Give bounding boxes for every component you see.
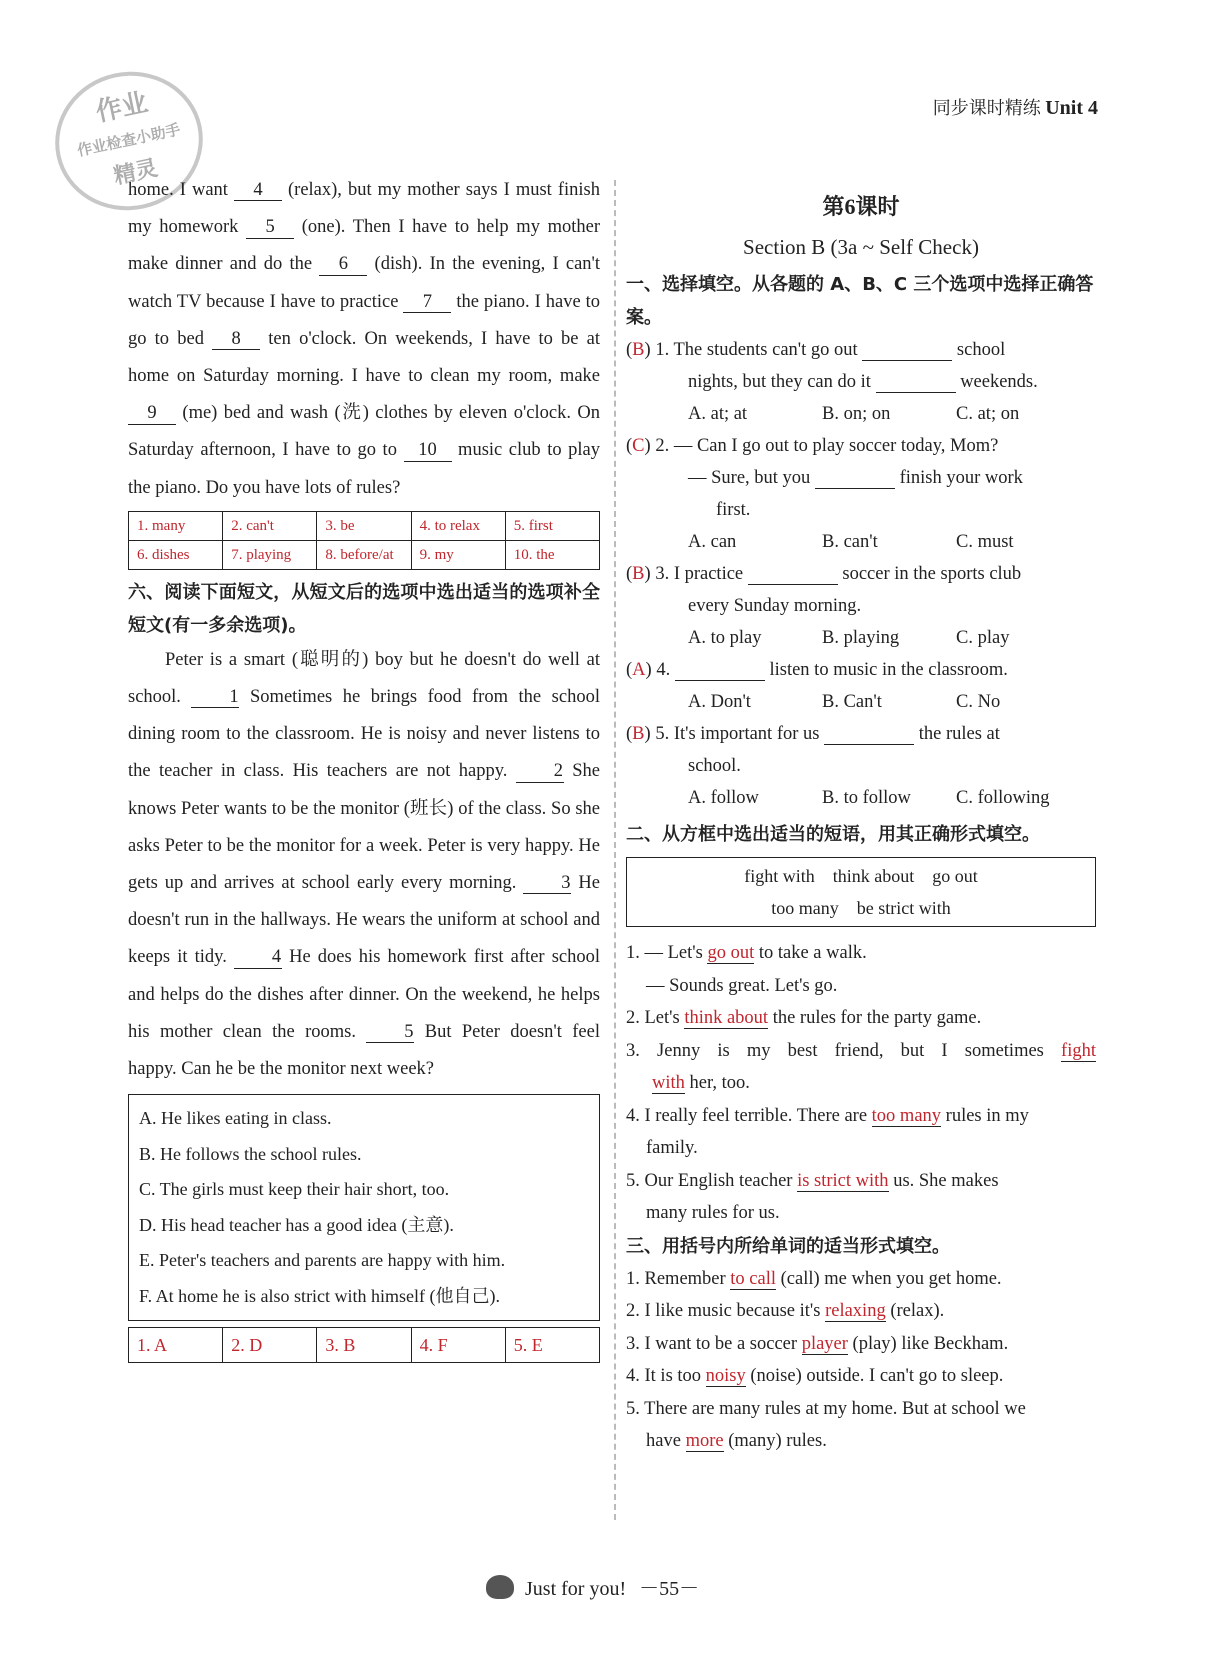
mc-option: C. must: [956, 532, 1014, 552]
section6-title: 六、阅读下面短文，从短文后的选项中选出适当的选项补全短文(有一多余选项)。: [128, 581, 600, 636]
blank-number: 10: [404, 440, 452, 461]
mc-answer: (C): [626, 436, 656, 456]
mc-option: C. following: [956, 788, 1050, 808]
fill-q3-cont: with her, too.: [652, 1073, 750, 1093]
mc-option: B. playing: [822, 628, 900, 648]
blank-number: 7: [403, 292, 451, 313]
blank-number: 4: [234, 947, 282, 968]
blank-number: 5: [246, 217, 294, 238]
answer-cell: 3. B: [317, 1328, 411, 1363]
mc-question: (C) 2. — Can I go out to play soccer today, Mom? — Sure, but you finish your work first. A. can B. can't C. must: [626, 430, 1096, 558]
mc-answer: (B): [626, 564, 656, 584]
blank-number: 6: [319, 254, 367, 275]
answer-grid-passage: [128, 511, 600, 570]
phrases-row2: too many be strict with: [771, 898, 951, 918]
answer-cell: 4. to relax: [411, 511, 505, 540]
mc-answer: (B): [626, 340, 656, 360]
page-footer: [486, 1572, 699, 1601]
mc-option: B. to follow: [822, 788, 911, 808]
part2-title: 二、从方框中选出适当的短语，用其正确形式填空。: [626, 824, 1040, 845]
answer-row: [129, 540, 600, 569]
answer-cell: 3. be: [317, 511, 411, 540]
option-item: A. He likes eating in class.: [139, 1108, 332, 1129]
mc-option: C. play: [956, 628, 1010, 648]
fill-q1-reply: — Sounds great. Let's go.: [646, 975, 838, 996]
blank-number: 1: [191, 687, 239, 708]
phrase-box: [626, 857, 1096, 927]
right-column: [626, 190, 1096, 1458]
mc-question: (B) 1. The students can't go out school nights, but they can do it weekends. A. at; at B. on; on C. at; on: [626, 334, 1096, 430]
answer-row: [129, 511, 600, 540]
word-form-list: 1. Remember to call (call) me when you get home. 2. I like music because it's relaxing (relax). 3. I want to be a soccer player (play) like Beckham. 4. It is too noisy (noise) outside. I can't go to sleep. 5. There are many rules at my home. But at school we have more (many) rules.: [626, 1263, 1096, 1458]
answer-grid-reading: [128, 1327, 600, 1363]
mc-question: (B) 5. It's important for us the rules at school. A. follow B. to follow C. following: [626, 718, 1096, 814]
answer-cell: 2. D: [223, 1328, 317, 1363]
option-item: D. His head teacher has a good idea (主意).: [139, 1214, 454, 1235]
mc-answer: (B): [626, 724, 656, 744]
multiple-choice-list: [626, 334, 1096, 814]
mc-answer: (A): [626, 660, 657, 680]
mc-option: A. can: [688, 532, 737, 552]
phrases-row1: fight with think about go out: [744, 866, 978, 886]
mc-question: (B) 3. I practice soccer in the sports club every Sunday morning. A. to play B. playing C. play: [626, 558, 1096, 654]
answer-cell: 8. before/at: [317, 540, 411, 569]
footer-text: Just for you!: [525, 1578, 627, 1600]
word-form-item: 1. Remember to call (call) me when you get home.: [626, 1268, 1002, 1289]
answer-row: [129, 1328, 600, 1363]
answer-cell: 9. my: [411, 540, 505, 569]
word-form-item: 3. I want to be a soccer player (play) like Beckham.: [626, 1333, 1009, 1354]
fill-q2: 2. Let's think about the rules for the party game.: [626, 1008, 982, 1028]
page-header: [933, 94, 1098, 120]
fill-q4-cont: family.: [646, 1138, 698, 1158]
stamp-line3: 精灵: [111, 155, 160, 189]
blank-number: 9: [128, 403, 176, 424]
options-box: [128, 1094, 600, 1321]
stamp-line2: 作业检查小助手: [75, 122, 183, 160]
mc-option: C. at; on: [956, 404, 1020, 424]
mc-option: B. can't: [822, 532, 878, 552]
answer-cell: 1. many: [129, 511, 223, 540]
mc-option: C. No: [956, 692, 1001, 712]
phrase-fill-list: [626, 937, 1096, 1230]
column-divider: [614, 180, 616, 1520]
fill-q1: 1. — Let's go out to take a walk.: [626, 943, 867, 963]
mc-option: A. follow: [688, 788, 759, 808]
series-title: 同步课时精练: [932, 98, 1041, 118]
mc-question: (A) 4. listen to music in the classroom. A. Don't B. Can't C. No: [626, 654, 1096, 718]
blank-number: 3: [523, 873, 571, 894]
blank-number: 4: [234, 180, 282, 201]
fill-q5-cont: many rules for us.: [646, 1203, 780, 1223]
fill-q4: 4. I really feel terrible. There are too many rules in my: [626, 1105, 1029, 1126]
mc-option: B. on; on: [822, 404, 891, 424]
part3-title: 三、用括号内所给单词的适当形式填空。: [626, 1235, 950, 1257]
blank-number: 8: [212, 329, 260, 350]
left-column: [128, 172, 600, 1369]
word-form-item: 5. There are many rules at my home. But at school we: [626, 1398, 1026, 1419]
option-item: C. The girls must keep their hair short, too.: [139, 1179, 450, 1200]
word-form-item: 4. It is too noisy (noise) outside. I can't go to sleep.: [626, 1366, 1004, 1386]
part1-title: 一、选择填空。从各题的 A、B、C 三个选项中选择正确答案。: [626, 274, 1094, 328]
logo-icon: [486, 1575, 514, 1599]
answer-cell: 6. dishes: [129, 540, 223, 569]
answer-cell: 5. first: [505, 511, 599, 540]
answer-cell: 5. E: [505, 1328, 599, 1363]
answer-cell: 10. the: [505, 540, 599, 569]
answer-cell: 1. A: [129, 1328, 223, 1363]
fill-q5: 5. Our English teacher is strict with us. She makes: [626, 1170, 999, 1191]
unit-title: Unit 4: [1045, 97, 1098, 119]
word-form-item: 2. I like music because it's relaxing (relax).: [626, 1301, 945, 1321]
blank-number: 5: [366, 1022, 414, 1043]
mc-option: B. Can't: [822, 692, 882, 712]
answer-cell: 4. F: [411, 1328, 505, 1363]
option-item: E. Peter's teachers and parents are happy with him.: [139, 1250, 506, 1271]
answer-cell: 7. playing: [223, 540, 317, 569]
mc-option: A. Don't: [688, 692, 751, 712]
reading-passage: Peter is a smart (聪明的) boy but he doesn't do well at school. 1 Sometimes he brings food from the school dining room to the classroom. He is noisy and never listens to the teacher in class. His teachers are not happy. 2 She knows Peter wants to be the monitor (班长) of the class. So she asks Peter to be the monitor for a week. Peter is very happy. He gets up and arrives at school early every morning. 3 He doesn't run in the hallways. He wears the uniform at school and keeps it tidy. 4 He does his homework first after school and helps do the dishes after dinner. On the weekend, he helps his mother clean the rooms. 5 But Peter doesn't feel happy. Can he be the monitor next week?: [128, 649, 601, 1080]
blank-number: 2: [516, 761, 564, 782]
page-number: －55－: [639, 1578, 700, 1600]
fill-q3: 3. Jenny is my best friend, but I sometimes fight: [626, 1040, 1096, 1061]
option-item: F. At home he is also strict with himself (他自己).: [139, 1285, 501, 1306]
stamp-line1: 作业: [93, 87, 151, 127]
passage-continuation: home. I want 4 (relax), but my mother says I must finish my homework 5 (one). Then I have to help my mother make dinner and do the 6 (dish). In the evening, I can't watch TV because I have to practice 7 the piano. I have to go to bed 8 ten o'clock. On weekends, I have to be at home on Saturday morning. I have to clean my room, make 9 (me) bed and wash (洗) clothes by eleven o'clock. On Saturday afternoon, I have to go to 10 music club to play the piano. Do you have lots of rules?: [128, 180, 601, 498]
mc-option: A. at; at: [688, 404, 748, 424]
answer-cell: 2. can't: [223, 511, 317, 540]
mc-option: A. to play: [688, 628, 762, 648]
option-item: B. He follows the school rules.: [139, 1143, 362, 1164]
section-title: Section B (3a ~ Self Check): [743, 235, 979, 259]
lesson-title: 第6课时: [822, 194, 900, 219]
